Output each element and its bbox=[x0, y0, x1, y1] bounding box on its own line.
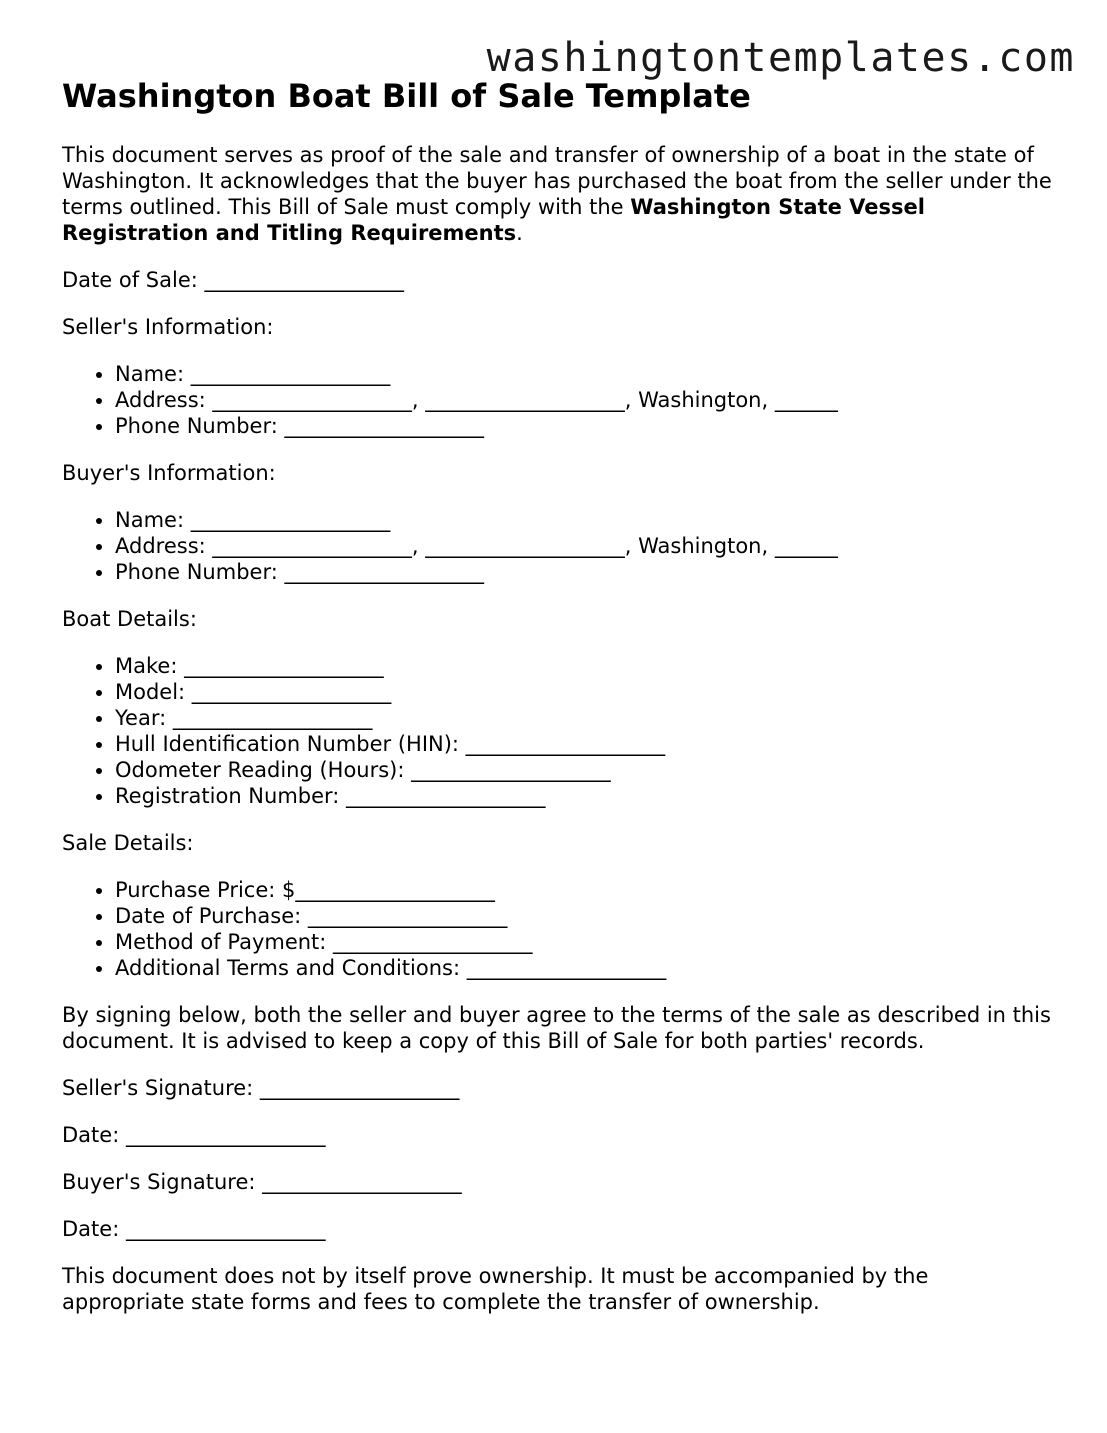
intro-text: This document serves as proof of the sale and transfer of ownership of a boat in the state of Washington. It acknowledges that the buyer has purchased the boat from the seller under the terms outlined. This Bill of Sale must comply with the bbox=[62, 143, 1052, 219]
sale-details-list bbox=[62, 877, 1052, 981]
boat-hin-field: • Hull Identification Number (HIN): ___________________ bbox=[115, 731, 1052, 757]
purchase-date-field: • Date of Purchase: ___________________ bbox=[115, 903, 1052, 929]
boat-details-heading: Boat Details: bbox=[62, 607, 197, 631]
buyer-date-field: Date: ___________________ bbox=[62, 1217, 326, 1241]
payment-method-field: • Method of Payment: ___________________ bbox=[115, 929, 1052, 955]
buyer-info-heading: Buyer's Information: bbox=[62, 461, 276, 485]
date-of-sale-field: Date of Sale: ___________________ bbox=[62, 268, 404, 292]
additional-terms-field: • Additional Terms and Conditions: ___________________ bbox=[115, 955, 1052, 981]
buyer-address-field: • Address: ___________________, ___________________, Washington, ______ bbox=[115, 533, 1052, 559]
buyer-phone-field: • Phone Number: ___________________ bbox=[115, 559, 1052, 585]
agreement-paragraph: By signing below, both the seller and buyer agree to the terms of the sale as described in this document. It is advised to keep a copy of this Bill of Sale for both parties' records. bbox=[62, 1003, 1051, 1053]
boat-registration-field: • Registration Number: ___________________ bbox=[115, 783, 1052, 809]
buyer-signature-field: Buyer's Signature: ___________________ bbox=[62, 1170, 462, 1194]
footer-note: This document does not by itself prove ownership. It must be accompanied by the appropriate state forms and fees to complete the transfer of ownership. bbox=[62, 1264, 929, 1314]
sale-details-heading: Sale Details: bbox=[62, 831, 194, 855]
seller-info-heading: Seller's Information: bbox=[62, 315, 274, 339]
seller-info-list bbox=[62, 361, 1052, 439]
seller-signature-field: Seller's Signature: ___________________ bbox=[62, 1076, 460, 1100]
boat-details-list bbox=[62, 653, 1052, 809]
buyer-info-list bbox=[62, 507, 1052, 585]
seller-phone-field: • Phone Number: ___________________ bbox=[115, 413, 1052, 439]
boat-make-field: • Make: ___________________ bbox=[115, 653, 1052, 679]
boat-odometer-field: • Odometer Reading (Hours): ___________________ bbox=[115, 757, 1052, 783]
intro-end: . bbox=[516, 221, 523, 245]
purchase-price-field: • Purchase Price: $___________________ bbox=[115, 877, 1052, 903]
seller-address-field: • Address: ___________________, ___________________, Washington, ______ bbox=[115, 387, 1052, 413]
seller-date-field: Date: ___________________ bbox=[62, 1123, 326, 1147]
document-body bbox=[62, 142, 1052, 1336]
boat-year-field: • Year: ___________________ bbox=[115, 705, 1052, 731]
intro-paragraph bbox=[62, 142, 1052, 246]
site-watermark: washingtontemplates.com bbox=[486, 35, 1075, 81]
buyer-name-field: • Name: ___________________ bbox=[115, 507, 1052, 533]
page-title: Washington Boat Bill of Sale Template bbox=[62, 77, 751, 115]
intro-bold-requirements: Washington State Vessel Registration and Titling Requirements bbox=[62, 195, 925, 245]
boat-model-field: • Model: ___________________ bbox=[115, 679, 1052, 705]
seller-name-field: • Name: ___________________ bbox=[115, 361, 1052, 387]
